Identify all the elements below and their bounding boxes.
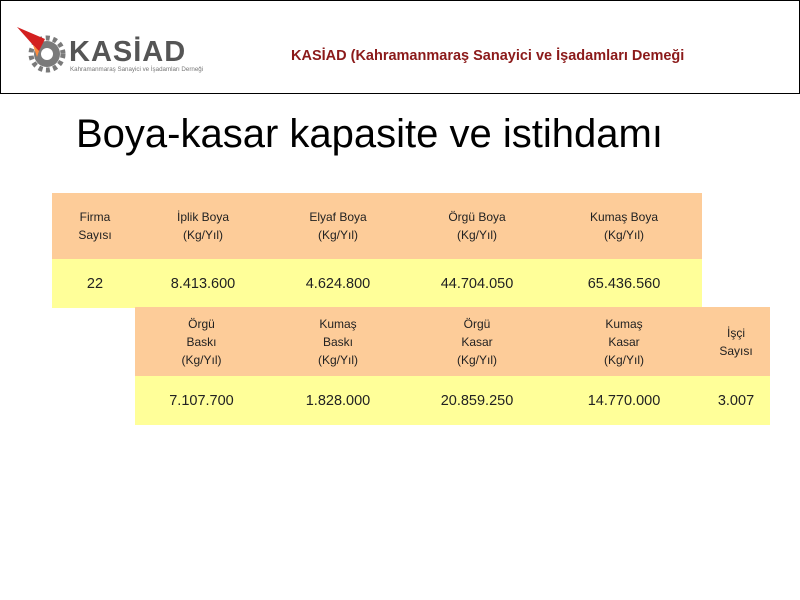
table2-value-cell: 14.770.000 — [546, 376, 702, 425]
slide-title: Boya-kasar kapasite ve istihdamı — [76, 112, 663, 156]
table1-value-cell: 22 — [52, 259, 138, 308]
table2-header-cell: Kumaş Baskı (Kg/Yıl) — [268, 307, 408, 376]
header-title: KASİAD (Kahramanmaraş Sanayici ve İşadamları Demeği — [291, 48, 685, 64]
table2-value-cell: 7.107.700 — [135, 376, 268, 425]
table1-header-cell: Kumaş Boya (Kg/Yıl) — [546, 193, 702, 259]
table1-header-row — [52, 193, 702, 259]
table2-header-cell: İşçi Sayısı — [702, 307, 770, 376]
red-flag-icon — [17, 27, 45, 51]
table1-value-cell: 44.704.050 — [408, 259, 546, 308]
table1-header-cell: İplik Boya (Kg/Yıl) — [138, 193, 268, 259]
table1-value-row — [52, 259, 702, 308]
header-bar — [0, 0, 800, 94]
table2-value-cell: 1.828.000 — [268, 376, 408, 425]
logo-wordmark: KASİAD — [69, 36, 187, 68]
table1-header-cell: Örgü Boya (Kg/Yıl) — [408, 193, 546, 259]
table1-value-cell: 65.436.560 — [546, 259, 702, 308]
logo-tagline: Kahramanmaraş Sanayici ve İşadamları Derneği — [70, 66, 204, 73]
table2-header-cell: Örgü Kasar (Kg/Yıl) — [408, 307, 546, 376]
capacity-table-1 — [52, 193, 702, 308]
table2-value-cell: 3.007 — [702, 376, 770, 425]
capacity-table-2 — [135, 307, 770, 425]
table2-header-row — [135, 307, 770, 376]
table2-header-cell: Kumaş Kasar (Kg/Yıl) — [546, 307, 702, 376]
table1-value-cell: 8.413.600 — [138, 259, 268, 308]
table1-header-cell: Elyaf Boya (Kg/Yıl) — [268, 193, 408, 259]
table2-value-row — [135, 376, 770, 425]
table2-header-cell: Örgü Baskı (Kg/Yıl) — [135, 307, 268, 376]
table1-header-cell: Firma Sayısı — [52, 193, 138, 259]
kasiad-logo — [15, 23, 225, 75]
table1-value-cell: 4.624.800 — [268, 259, 408, 308]
table2-value-cell: 20.859.250 — [408, 376, 546, 425]
